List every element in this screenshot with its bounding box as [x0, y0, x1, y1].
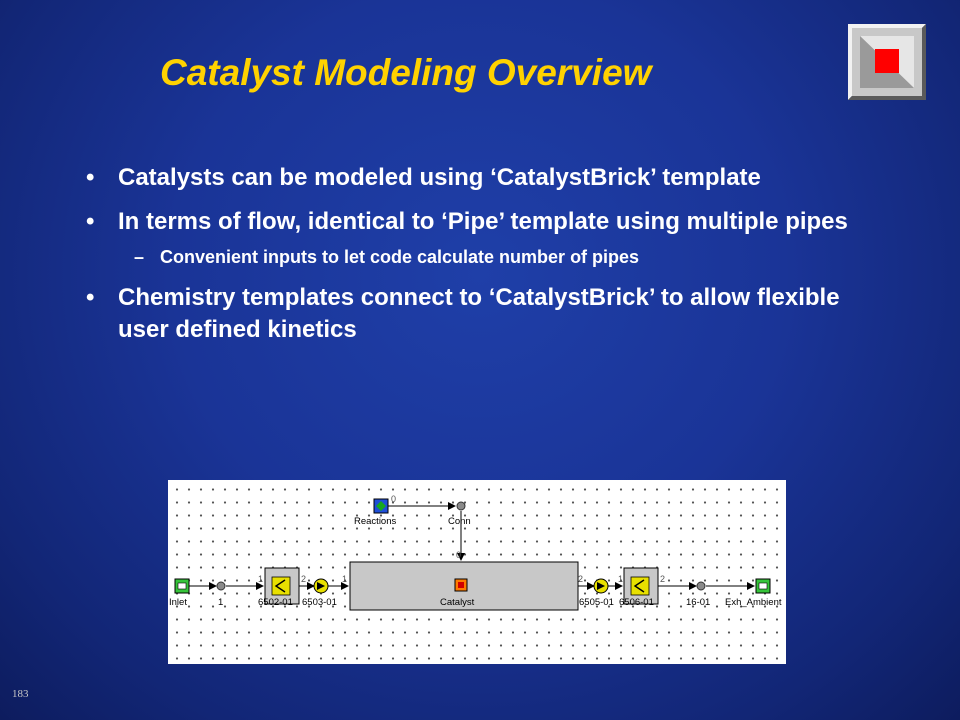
- orifice-6503-icon[interactable]: [314, 579, 328, 593]
- pipe-label: 6502-01: [258, 597, 293, 608]
- junction-node-icon[interactable]: [217, 582, 225, 590]
- catalyst-model-diagram: [168, 480, 786, 664]
- inlet-label: Inlet: [169, 597, 187, 608]
- bullet-text: Chemistry templates connect to ‘CatalystBrick’ to allow flexible user defined kinetics: [118, 284, 840, 343]
- bullet-item: [86, 206, 886, 238]
- slide-number: 183: [12, 688, 29, 700]
- conn-label: Conn: [448, 516, 471, 527]
- inlet-icon[interactable]: [175, 579, 189, 593]
- exhaust-ambient-icon[interactable]: [756, 579, 770, 593]
- bullet-marker: •: [86, 208, 95, 235]
- port-number: 1: [342, 574, 348, 584]
- port-number: 0: [456, 550, 462, 560]
- bullet-text: Catalysts can be modeled using ‘CatalystBrick’ template: [118, 164, 761, 191]
- port-number: 2: [578, 574, 584, 584]
- conn-node-icon[interactable]: [457, 502, 465, 510]
- reactions-label: Reactions: [354, 516, 397, 527]
- port-number: 0: [391, 494, 397, 504]
- orifice-6505-icon[interactable]: [594, 579, 608, 593]
- sub-bullet-item: [134, 244, 886, 270]
- port-number: 2: [301, 574, 307, 584]
- sub-bullet-marker: –: [134, 247, 145, 267]
- logo-icon: [848, 24, 926, 100]
- bullet-item: [86, 162, 886, 194]
- junction-node-icon[interactable]: [697, 582, 705, 590]
- catalyst-label: Catalyst: [440, 597, 475, 608]
- port-number: 1: [258, 574, 264, 584]
- bullet-marker: •: [86, 164, 95, 191]
- bullet-marker: •: [86, 284, 95, 311]
- sub-bullet-text: Convenient inputs to let code calculate number of pipes: [160, 247, 640, 267]
- slide-title: Catalyst Modeling Overview: [160, 52, 652, 93]
- reactions-icon[interactable]: [374, 499, 388, 513]
- exhaust-label: Exh_Ambient: [725, 597, 782, 608]
- node-label: 16-01: [686, 597, 711, 608]
- orifice-label: 6503-01: [302, 597, 337, 608]
- bullet-text: In terms of flow, identical to ‘Pipe’ template using multiple pipes: [118, 208, 848, 235]
- node-label: 1: [218, 597, 224, 608]
- orifice-label: 6505-01: [579, 597, 614, 608]
- pipe-label: 6506-01: [619, 597, 654, 608]
- port-number: 2: [660, 574, 666, 584]
- bullet-list: [86, 162, 886, 358]
- logo-red-square: [875, 49, 899, 73]
- bullet-item: [86, 282, 886, 346]
- port-number: 1: [618, 574, 624, 584]
